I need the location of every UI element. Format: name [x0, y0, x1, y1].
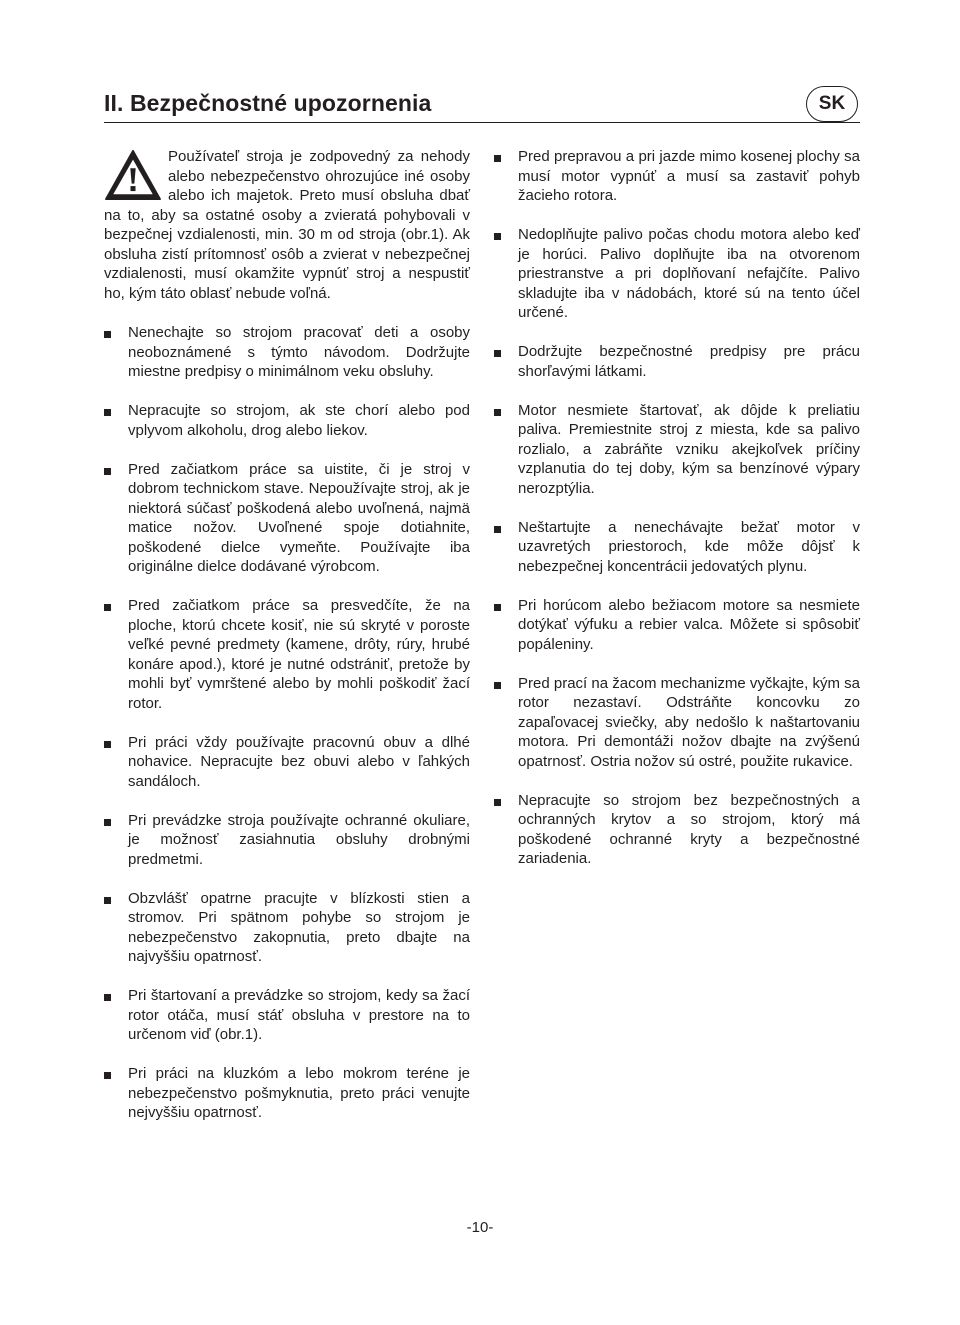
right-column [494, 147, 860, 888]
list-item: Obzvlášť opatrne pracujte v blízkosti stien a stromov. Pri spätnom pohybe so strojom je nebezpečenstvo zakopnutia, preto dbajte na najvyššiu opatrnosť. [104, 889, 470, 967]
list-item: Nenechajte so strojom pracovať deti a osoby neoboznámené s týmto návodom. Dodržujte miestne predpisy o minimálnom veku obsluhy. [104, 323, 470, 382]
list-item: Pri prevádzke stroja používajte ochranné okuliare, je možnosť zasiahnutia obsluhy drobnými predmetmi. [104, 811, 470, 870]
header-rule [104, 122, 860, 123]
list-item: Motor nesmiete štartovať, ak dôjde k preliatiu paliva. Premiestnite stroj z miesta, kde sa palivo rozlialo, a zabráňte vzniku akejkoľvek príčiny vzplanutia do tej doby, kým sa benzínové výpary nerozptýlia. [494, 401, 860, 499]
list-item: Nepracujte so strojom bez bezpečnostných a ochranných krytov a so strojom, ktorý má poškodené ochranné kryty a bezpečnostné zariadenia. [494, 791, 860, 869]
list-item: Pred začiatkom práce sa presvedčíte, že na ploche, ktorú chcete kosiť, nie sú skryté v poroste veľké pevné predmety (kamene, drôty, rúry, hrubé konáre apod.), ktoré je nutné odstrániť, pretože by mohli byť vymrštené alebo by mohli poškodiť žací rotor. [104, 596, 470, 713]
list-item: Pred prepravou a pri jazde mimo kosenej plochy sa musí motor vypnúť a musí sa zastaviť pohyb žacieho rotora. [494, 147, 860, 206]
list-item: Pri práci na kluzkóm a lebo mokrom teréne je nebezpečenstvo pošmyknutia, preto práci venujte nejvyššiu opatrnosť. [104, 1064, 470, 1123]
page-title: II. Bezpečnostné upozornenia [104, 90, 432, 116]
list-item: Pri štartovaní a prevádzke so strojom, kedy sa žací rotor otáča, musí stáť obsluha v prestore na to určenom viď (obr.1). [104, 986, 470, 1045]
list-item: Dodržujte bezpečnostné predpisy pre prácu shorľavými látkami. [494, 342, 860, 381]
list-item: Pri práci vždy používajte pracovnú obuv a dlhé nohavice. Nepracujte bez obuvi alebo v ľahkých sandáloch. [104, 733, 470, 792]
warning-triangle-icon [104, 149, 162, 201]
list-item: Pred začiatkom práce sa uistite, či je stroj v dobrom technickom stave. Nepoužívajte stroj, ak je niektorá súčasť poškodená alebo uvoľnená, najmä matice nožov. Uvoľnené spoje dotiahnite, poškodené dielce vymeňte. Používajte iba originálne dielce dodávané výrobcom. [104, 460, 470, 577]
language-badge: SK [806, 86, 858, 122]
list-item: Pri horúcom alebo bežiacom motore sa nesmiete dotýkať výfuku a rebier valca. Môžete si spôsobiť popáleniny. [494, 596, 860, 655]
left-column [104, 147, 470, 1142]
list-item: Nepracujte so strojom, ak ste chorí alebo pod vplyvom alkoholu, drog alebo liekov. [104, 401, 470, 440]
list-item: Nedoplňujte palivo počas chodu motora alebo keď je horúci. Palivo doplňujte iba na otvorenom priestranstve a pri doplňovaní nefajčíte. Palivo skladujte iba v nádobách, ktoré sú na tento účel určené. [494, 225, 860, 323]
intro-paragraph [104, 147, 470, 303]
list-item: Neštartujte a nenechávajte bežať motor v uzavretých priestoroch, kde môže dôjsť k nebezpečnej koncentrácii jedovatých plynu. [494, 518, 860, 577]
list-item: Pred prací na žacom mechanizme vyčkajte, kým sa rotor nezastaví. Odstráňte koncovku zo zapaľovacej sviečky, aby nedošlo k naštartovaniu motora. Pri demontáži nožov dbajte na zvýšenú opatrnosť. Ostria nožov sú ostré, použite rukavice. [494, 674, 860, 772]
page-number: -10- [466, 1219, 494, 1236]
intro-text: Používateľ stroja je zodpovedný za nehody alebo nebezpečenstvo ohrozujúce iné osoby alebo ich majetok. Preto musí obsluha dbať na to, aby sa ostatné osoby a zvieratá pohybovali v bezpečnej vzdialenosti, min. 30 m od stroja (obr.1). Ak obsluha zistí prítomnosť osôb a zvierat v nebezpečnej vzdialenosti, musí okamžite vypnúť stroj a nespustiť ho, kým táto oblasť nebude voľná. [104, 148, 470, 302]
